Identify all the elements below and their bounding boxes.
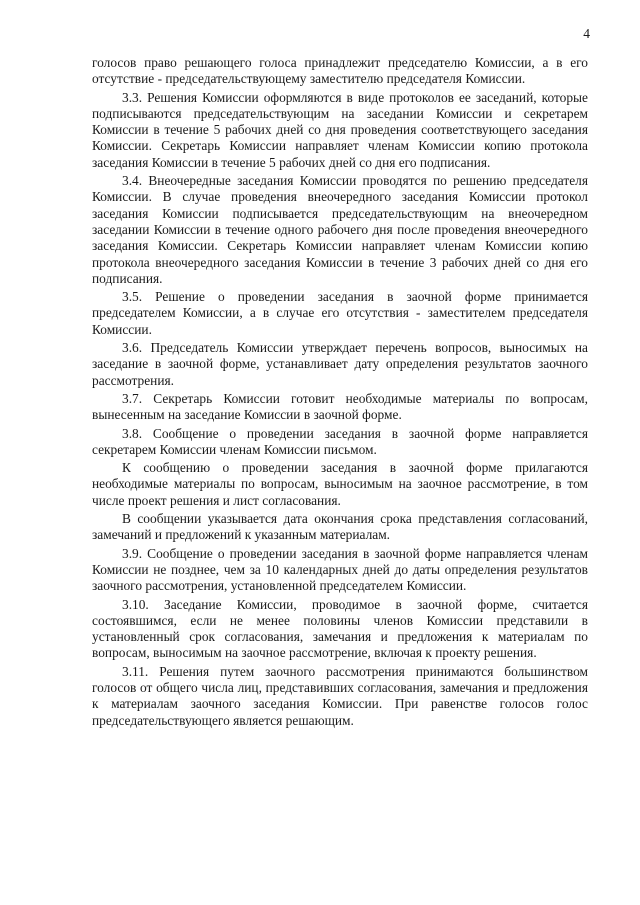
paragraph-3-6: 3.6. Председатель Комиссии утверждает перечень вопросов, выносимых на заседание в заочной форме, устанавливает дату определения результатов заочного рассмотрения.	[92, 340, 588, 388]
paragraph-3-8: 3.8. Сообщение о проведении заседания в заочной форме направляется секретарем Комиссии членам Комиссии письмом.	[92, 425, 588, 457]
paragraph-3-3: 3.3. Решения Комиссии оформляются в виде протоколов ее заседаний, которые подписываются председательствующим на заседании Комиссии и секретарем Комиссии в течение 5 рабочих дней со дня проведения соответствующего заседания Комиссии. Секретарь Комиссии направляет членам Комиссии копию протокола заседания Комиссии в течение 5 рабочих дней со дня его подписания.	[92, 89, 588, 170]
paragraph-3-5: 3.5. Решение о проведении заседания в заочной форме принимается председателем Комиссии, а в случае его отсутствия - заместителем председателя Комиссии.	[92, 289, 588, 337]
paragraph-3-11: 3.11. Решения путем заочного рассмотрения принимаются большинством голосов от общего числа лиц, представивших согласования, замечания и предложения к материалам заочного заседания Комиссии. При равенстве голосов голос председательствующего является решающим.	[92, 663, 588, 728]
paragraph-3-8-deadline: В сообщении указывается дата окончания срока представления согласований, замечаний и предложений к указанным материалам.	[92, 511, 588, 543]
paragraph-3-9: 3.9. Сообщение о проведении заседания в заочной форме направляется членам Комиссии не позднее, чем за 10 календарных дней до даты определения результатов заочного рассмотрения, установленной председателем Комиссии.	[92, 545, 588, 594]
document-body	[92, 55, 588, 731]
paragraph-3-8-attachments: К сообщению о проведении заседания в заочной форме прилагаются необходимые материалы по вопросам, выносимым на заочное рассмотрение, в том числе проект решения и лист согласования.	[92, 460, 588, 508]
paragraph-3-10: 3.10. Заседание Комиссии, проводимое в заочной форме, считается состоявшимся, если не менее половины членов Комиссии представили в установленный срок согласования, замечания и предложения к материалам по вопросам, выносимым на заочное рассмотрение, включая к проекту решения.	[92, 596, 588, 661]
paragraph-continued: голосов право решающего голоса принадлежит председателю Комиссии, а в его отсутствие - председательствующему заместителю председателя Комиссии.	[92, 55, 588, 87]
paragraph-3-4: 3.4. Внеочередные заседания Комиссии проводятся по решению председателя Комиссии. В случае проведения внеочередного заседания Комиссии протокол заседания Комиссии подписывается председательствующим на внеочередном заседании Комиссии в течение одного рабочего дня после проведения внеочередного заседания Комиссии. Секретарь Комиссии направляет членам Комиссии копию протокола внеочередного заседания Комиссии в течение 3 рабочих дней со дня его подписания.	[92, 173, 588, 286]
page-number: 4	[583, 26, 590, 41]
paragraph-3-7: 3.7. Секретарь Комиссии готовит необходимые материалы по вопросам, вынесенным на заседание Комиссии в заочной форме.	[92, 390, 588, 423]
